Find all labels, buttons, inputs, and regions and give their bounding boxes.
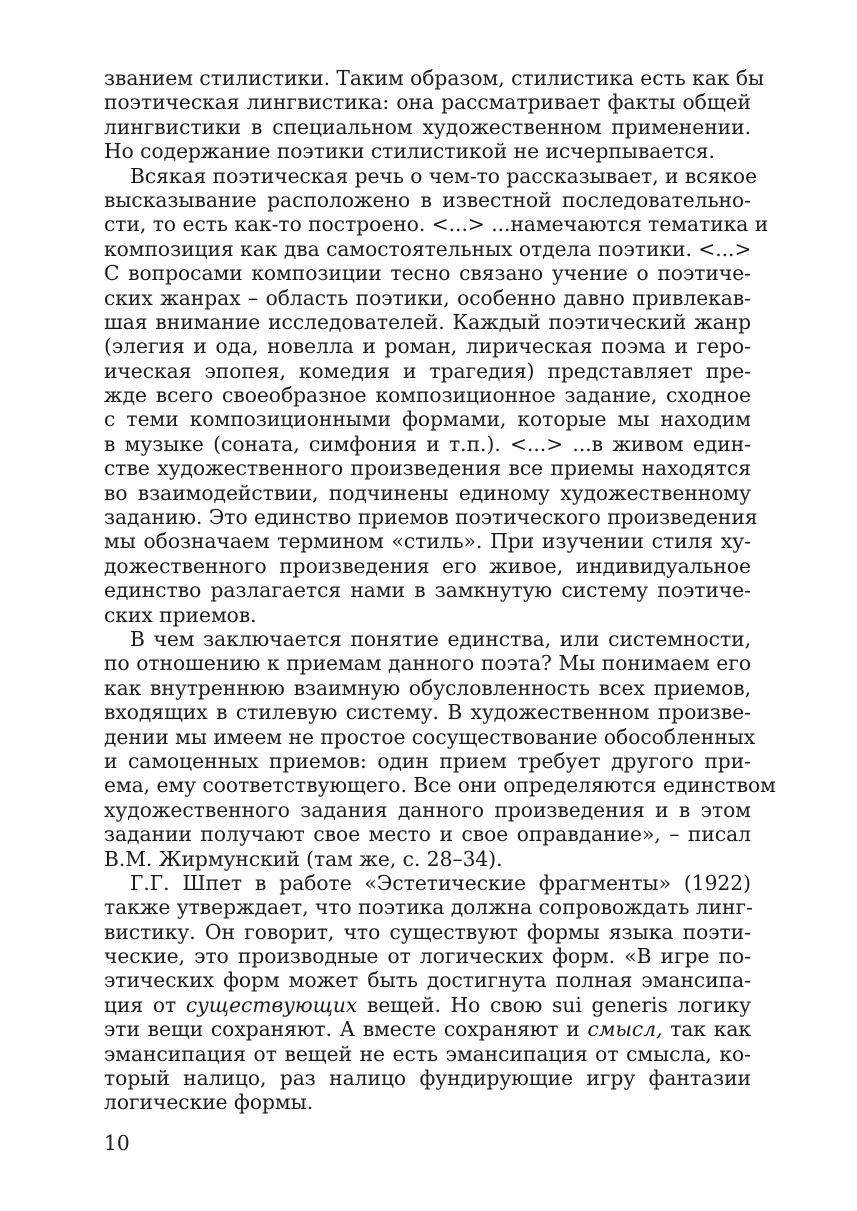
text-line: ческие, это производные от логических форм. «В игре по- <box>104 944 751 969</box>
text-line: торый налицо, раз налицо фундирующие игру фантазии <box>104 1066 751 1091</box>
text-line: сти, то есть как-то построено. <...> ...намечаются тематика и <box>104 212 769 237</box>
text-line: единство разлагается нами в замкнутую систему поэтиче- <box>104 578 751 603</box>
text-line: ическая эпопея, комедия и трагедия) представляет пре- <box>104 358 751 383</box>
text-line: жде всего своеобразное композиционное задание, сходное <box>104 383 751 408</box>
text-line: логические формы. <box>104 1090 314 1115</box>
text-line: и самоценных приемов: один прием требует другого при- <box>104 748 751 773</box>
text-line: ских приемов. <box>104 602 257 627</box>
text-line: Но содержание поэтики стилистикой не исчерпывается. <box>104 139 715 164</box>
text-line: лингвистики в специальном художественном применении. <box>104 114 751 139</box>
text-line: поэтическая лингвистика: она рассматривает факты общей <box>104 90 751 115</box>
text-line: ция от существующих вещей. Но свою sui generis логику <box>104 992 751 1017</box>
text-line: Всякая поэтическая речь о чем-то рассказывает, и всякое <box>130 163 758 188</box>
paragraph <box>104 871 751 1115</box>
text-line: мы обозначаем термином «стиль». При изучении стиля ху- <box>104 529 751 554</box>
text-line: также утверждает, что поэтика должна сопровождать линг- <box>104 895 753 920</box>
text-line: заданию. Это единство приемов поэтического произведения <box>104 505 758 530</box>
text-line: (элегия и ода, новелла и роман, лирическая поэма и геро- <box>104 334 751 359</box>
text-line: как внутреннюю взаимную обусловленность всех приемов, <box>104 675 751 700</box>
text-line: в музыке (соната, симфония и т.п.). <...> ...в живом един- <box>104 431 751 456</box>
page-text <box>104 66 776 1115</box>
text-line: эмансипация от вещей не есть эмансипация от смысла, ко- <box>104 1041 751 1066</box>
text-line: по отношению к приемам данного поэта? Мы понимаем его <box>104 651 751 676</box>
text-line: высказывание расположено в известной последовательно- <box>104 187 751 212</box>
text-line: эти вещи сохраняют. А вместе сохраняют и смысл, так как <box>104 1017 751 1042</box>
text-line: шая внимание исследователей. Каждый поэтический жанр <box>104 309 751 334</box>
text-line: С вопросами композиции тесно связано учение о поэтиче- <box>104 261 751 286</box>
page-number: 10 <box>104 1131 130 1155</box>
text-line: задании получают свое место и свое оправдание», – писал <box>104 822 751 847</box>
text-line: вистику. Он говорит, что существуют формы языка поэти- <box>104 919 751 944</box>
text-line: ема, ему соответствующего. Все они определяются единством <box>104 773 776 798</box>
paragraph <box>104 66 765 164</box>
text-line: композиция как два самостоятельных отдела поэтики. <...> <box>104 236 752 261</box>
text-line: В.М. Жирмунский (там же, с. 28–34). <box>104 846 503 871</box>
text-line: с теми композиционными формами, которые мы находим <box>104 407 751 432</box>
paragraph <box>104 163 769 627</box>
text-line: дении мы имеем не простое сосуществование обособленных <box>104 724 756 749</box>
text-line: входящих в стилевую систему. В художественном произве- <box>104 700 751 725</box>
text-line: стве художественного произведения все приемы находятся <box>104 456 751 481</box>
text-line: этических форм может быть достигнута полная эмансипа- <box>104 968 751 993</box>
text-line: Г.Г. Шпет в работе «Эстетические фрагменты» (1922) <box>130 870 751 895</box>
text-line: В чем заключается понятие единства, или системности, <box>130 626 751 651</box>
paragraph <box>104 626 776 871</box>
text-line: во взаимодействии, подчинены единому художественному <box>104 480 751 505</box>
text-line: ских жанрах – область поэтики, особенно давно привлекав- <box>104 285 751 310</box>
text-line: художественного задания данного произведения и в этом <box>104 797 751 822</box>
text-line: дожественного произведения его живое, индивидуальное <box>104 553 751 578</box>
text-line: званием стилистики. Таким образом, стилистика есть как бы <box>104 66 765 90</box>
